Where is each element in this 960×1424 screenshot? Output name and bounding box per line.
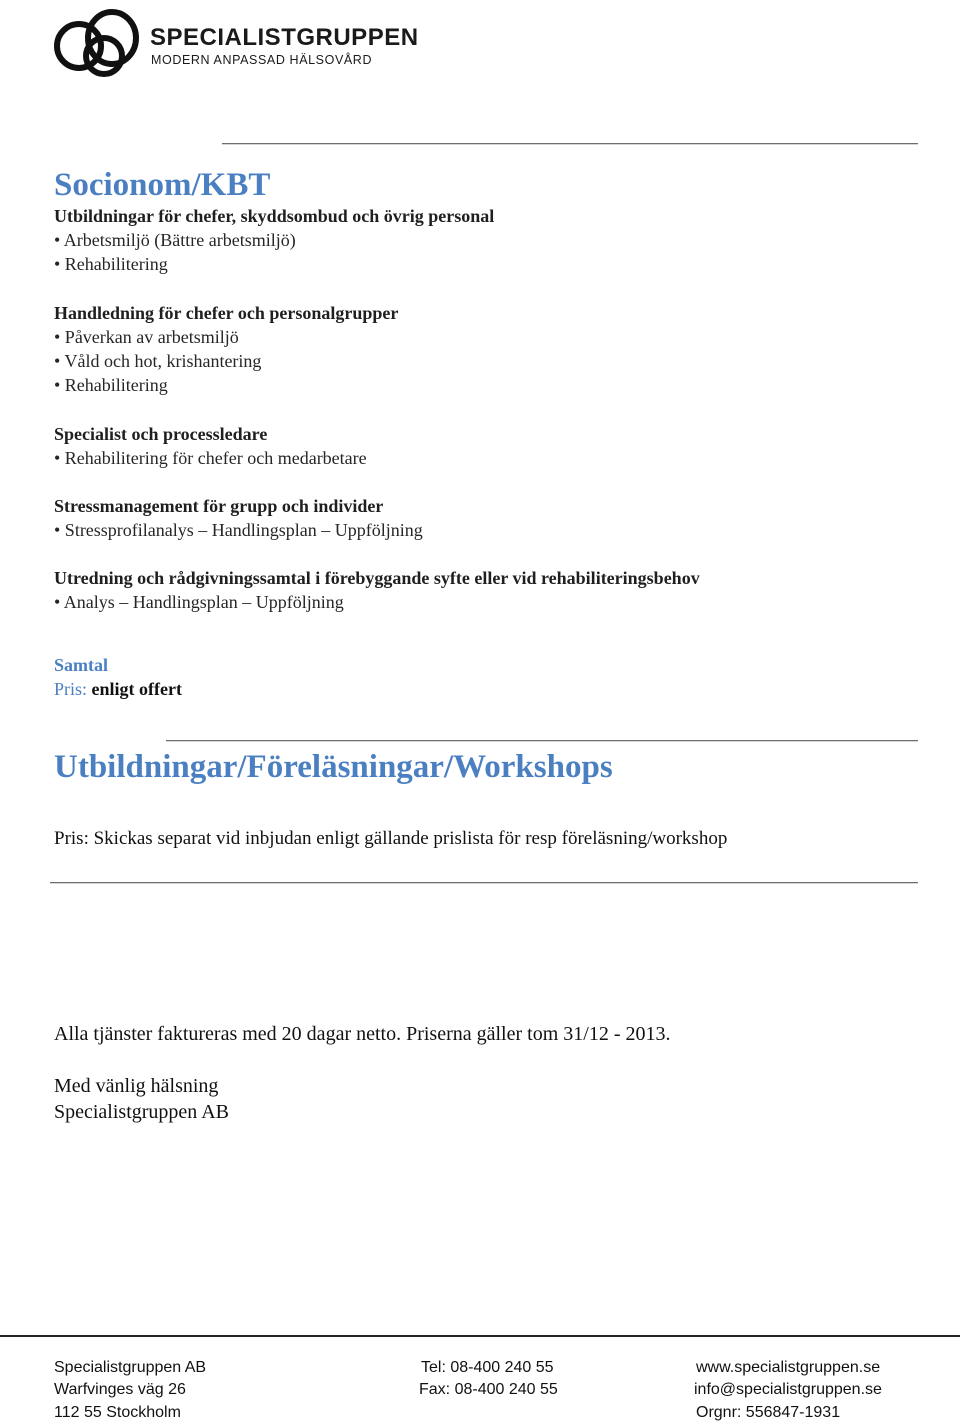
logo-wordmark: SPECIALISTGRUPPEN <box>150 24 419 51</box>
workshop-price-text: Pris: Skickas separat vid inbjudan enligt gällande prislista för resp föreläsning/workshop <box>54 828 728 849</box>
payment-terms: Alla tjänster faktureras med 20 dagar netto. Priserna gäller tom 31/12 - 2013. <box>54 1023 671 1045</box>
footer-divider <box>0 1335 960 1337</box>
group-heading: Specialist och processledare <box>54 424 268 444</box>
logo-tagline: MODERN ANPASSAD HÄLSOVÅRD <box>151 53 373 67</box>
footer-company: Specialistgruppen AB <box>54 1359 207 1376</box>
list-item: • Analys – Handlingsplan – Uppföljning <box>54 592 344 612</box>
price-label: Pris: <box>54 679 92 699</box>
list-item: • Arbetsmiljö (Bättre arbetsmiljö) <box>54 230 296 250</box>
list-item: • Påverkan av arbetsmiljö <box>54 327 239 347</box>
group-heading: Stressmanagement för grupp och individer <box>54 496 384 516</box>
section-divider <box>50 882 918 883</box>
list-item: • Rehabilitering <box>54 375 168 395</box>
header-divider <box>222 143 918 144</box>
group-heading: Utbildningar för chefer, skyddsombud och övrig personal <box>54 206 495 226</box>
company-logo <box>52 0 432 92</box>
footer-city: 112 55 Stockholm <box>54 1404 181 1421</box>
footer-website-link[interactable]: www.specialistgruppen.se <box>696 1359 881 1376</box>
logo-mark-icon <box>52 0 147 92</box>
list-item: • Rehabilitering <box>54 254 168 274</box>
section-title-utbildningar: Utbildningar/Föreläsningar/Workshops <box>54 749 613 785</box>
footer-phone: Tel: 08-400 240 55 <box>421 1359 554 1376</box>
group-heading: Handledning för chefer och personalgrupper <box>54 303 399 323</box>
samtal-heading: Samtal <box>54 655 108 675</box>
footer-orgnr: Orgnr: 556847-1931 <box>696 1404 841 1421</box>
section-title-socionom: Socionom/KBT <box>54 167 271 203</box>
footer-address: Warfvinges väg 26 <box>54 1381 186 1398</box>
list-item: • Stressprofilanalys – Handlingsplan – Uppföljning <box>54 520 423 540</box>
list-item: • Rehabilitering för chefer och medarbetare <box>54 448 367 468</box>
signature: Specialistgruppen AB <box>54 1101 229 1123</box>
group-heading: Utredning och rådgivningssamtal i förebyggande syfte eller vid rehabiliteringsbehov <box>54 568 700 588</box>
price-value: enligt offert <box>91 679 182 699</box>
greeting: Med vänlig hälsning <box>54 1075 219 1097</box>
samtal-price <box>54 679 182 700</box>
footer-fax: Fax: 08-400 240 55 <box>419 1381 558 1398</box>
section-divider <box>166 740 918 741</box>
list-item: • Våld och hot, krishantering <box>54 351 262 371</box>
footer-email-link[interactable]: info@specialistgruppen.se <box>694 1381 882 1398</box>
